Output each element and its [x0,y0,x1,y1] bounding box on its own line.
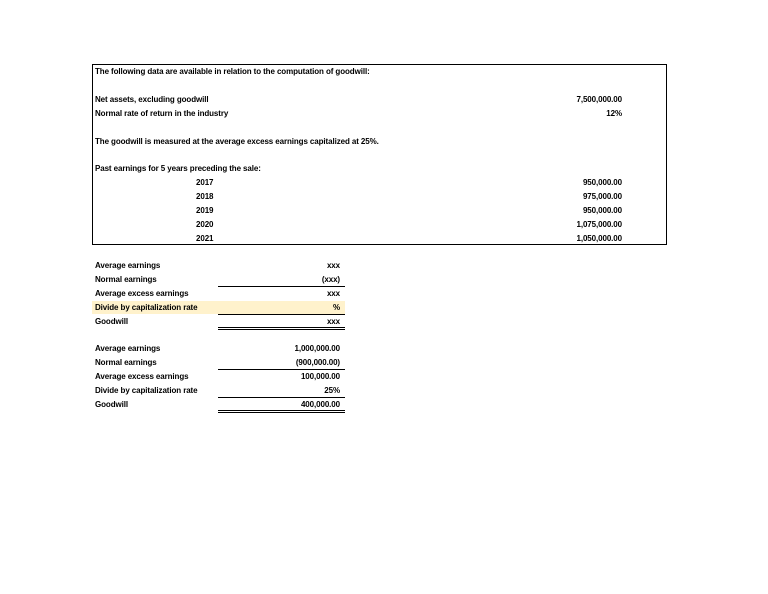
template-value-cap-rate: % [332,303,340,312]
subtotal-rule [218,369,345,370]
year-2017: 2017 [196,178,214,187]
earnings-2018: 975,000.00 [582,192,622,201]
year-2018: 2018 [196,192,214,201]
year-2019: 2019 [196,206,214,215]
solution-label-goodwill: Goodwill [95,400,128,409]
normal-rate-value: 12% [606,109,622,118]
template-value-normal-earnings: (xxx) [321,275,340,284]
double-underline-top [218,410,345,411]
solution-label-cap-rate: Divide by capitalization rate [95,386,198,395]
solution-value-avg-earnings: 1,000,000.00 [294,344,340,353]
double-underline-top [218,327,345,328]
template-label-normal-earnings: Normal earnings [95,275,157,284]
total-rule [218,314,345,315]
solution-value-cap-rate: 25% [324,386,340,395]
solution-label-avg-earnings: Average earnings [95,344,161,353]
double-underline-bottom [218,412,345,413]
year-2021: 2021 [196,234,214,243]
year-2020: 2020 [196,220,214,229]
solution-value-normal-earnings: (900,000.00) [295,358,340,367]
template-label-excess-earnings: Average excess earnings [95,289,189,298]
problem-box [92,64,667,245]
earnings-2017: 950,000.00 [582,178,622,187]
template-value-avg-earnings: xxx [326,261,340,270]
past-earnings-label: Past earnings for 5 years preceding the sale: [95,164,261,173]
net-assets-label: Net assets, excluding goodwill [95,95,209,104]
normal-rate-label: Normal rate of return in the industry [95,109,229,118]
template-value-excess-earnings: xxx [326,289,340,298]
template-value-goodwill: xxx [326,317,340,326]
solution-value-goodwill: 400,000.00 [300,400,340,409]
double-underline-bottom [218,329,345,330]
total-rule [218,397,345,398]
earnings-2021: 1,050,000.00 [576,234,622,243]
subtotal-rule [218,286,345,287]
template-label-cap-rate: Divide by capitalization rate [95,303,198,312]
earnings-2020: 1,075,000.00 [576,220,622,229]
measure-note: The goodwill is measured at the average excess earnings capitalized at 25%. [95,137,379,146]
solution-label-excess-earnings: Average excess earnings [95,372,189,381]
solution-value-excess-earnings: 100,000.00 [300,372,340,381]
net-assets-value: 7,500,000.00 [576,95,622,104]
solution-label-normal-earnings: Normal earnings [95,358,157,367]
earnings-2019: 950,000.00 [582,206,622,215]
problem-intro: The following data are available in relation to the computation of goodwill: [95,67,370,76]
template-label-goodwill: Goodwill [95,317,128,326]
template-label-avg-earnings: Average earnings [95,261,161,270]
